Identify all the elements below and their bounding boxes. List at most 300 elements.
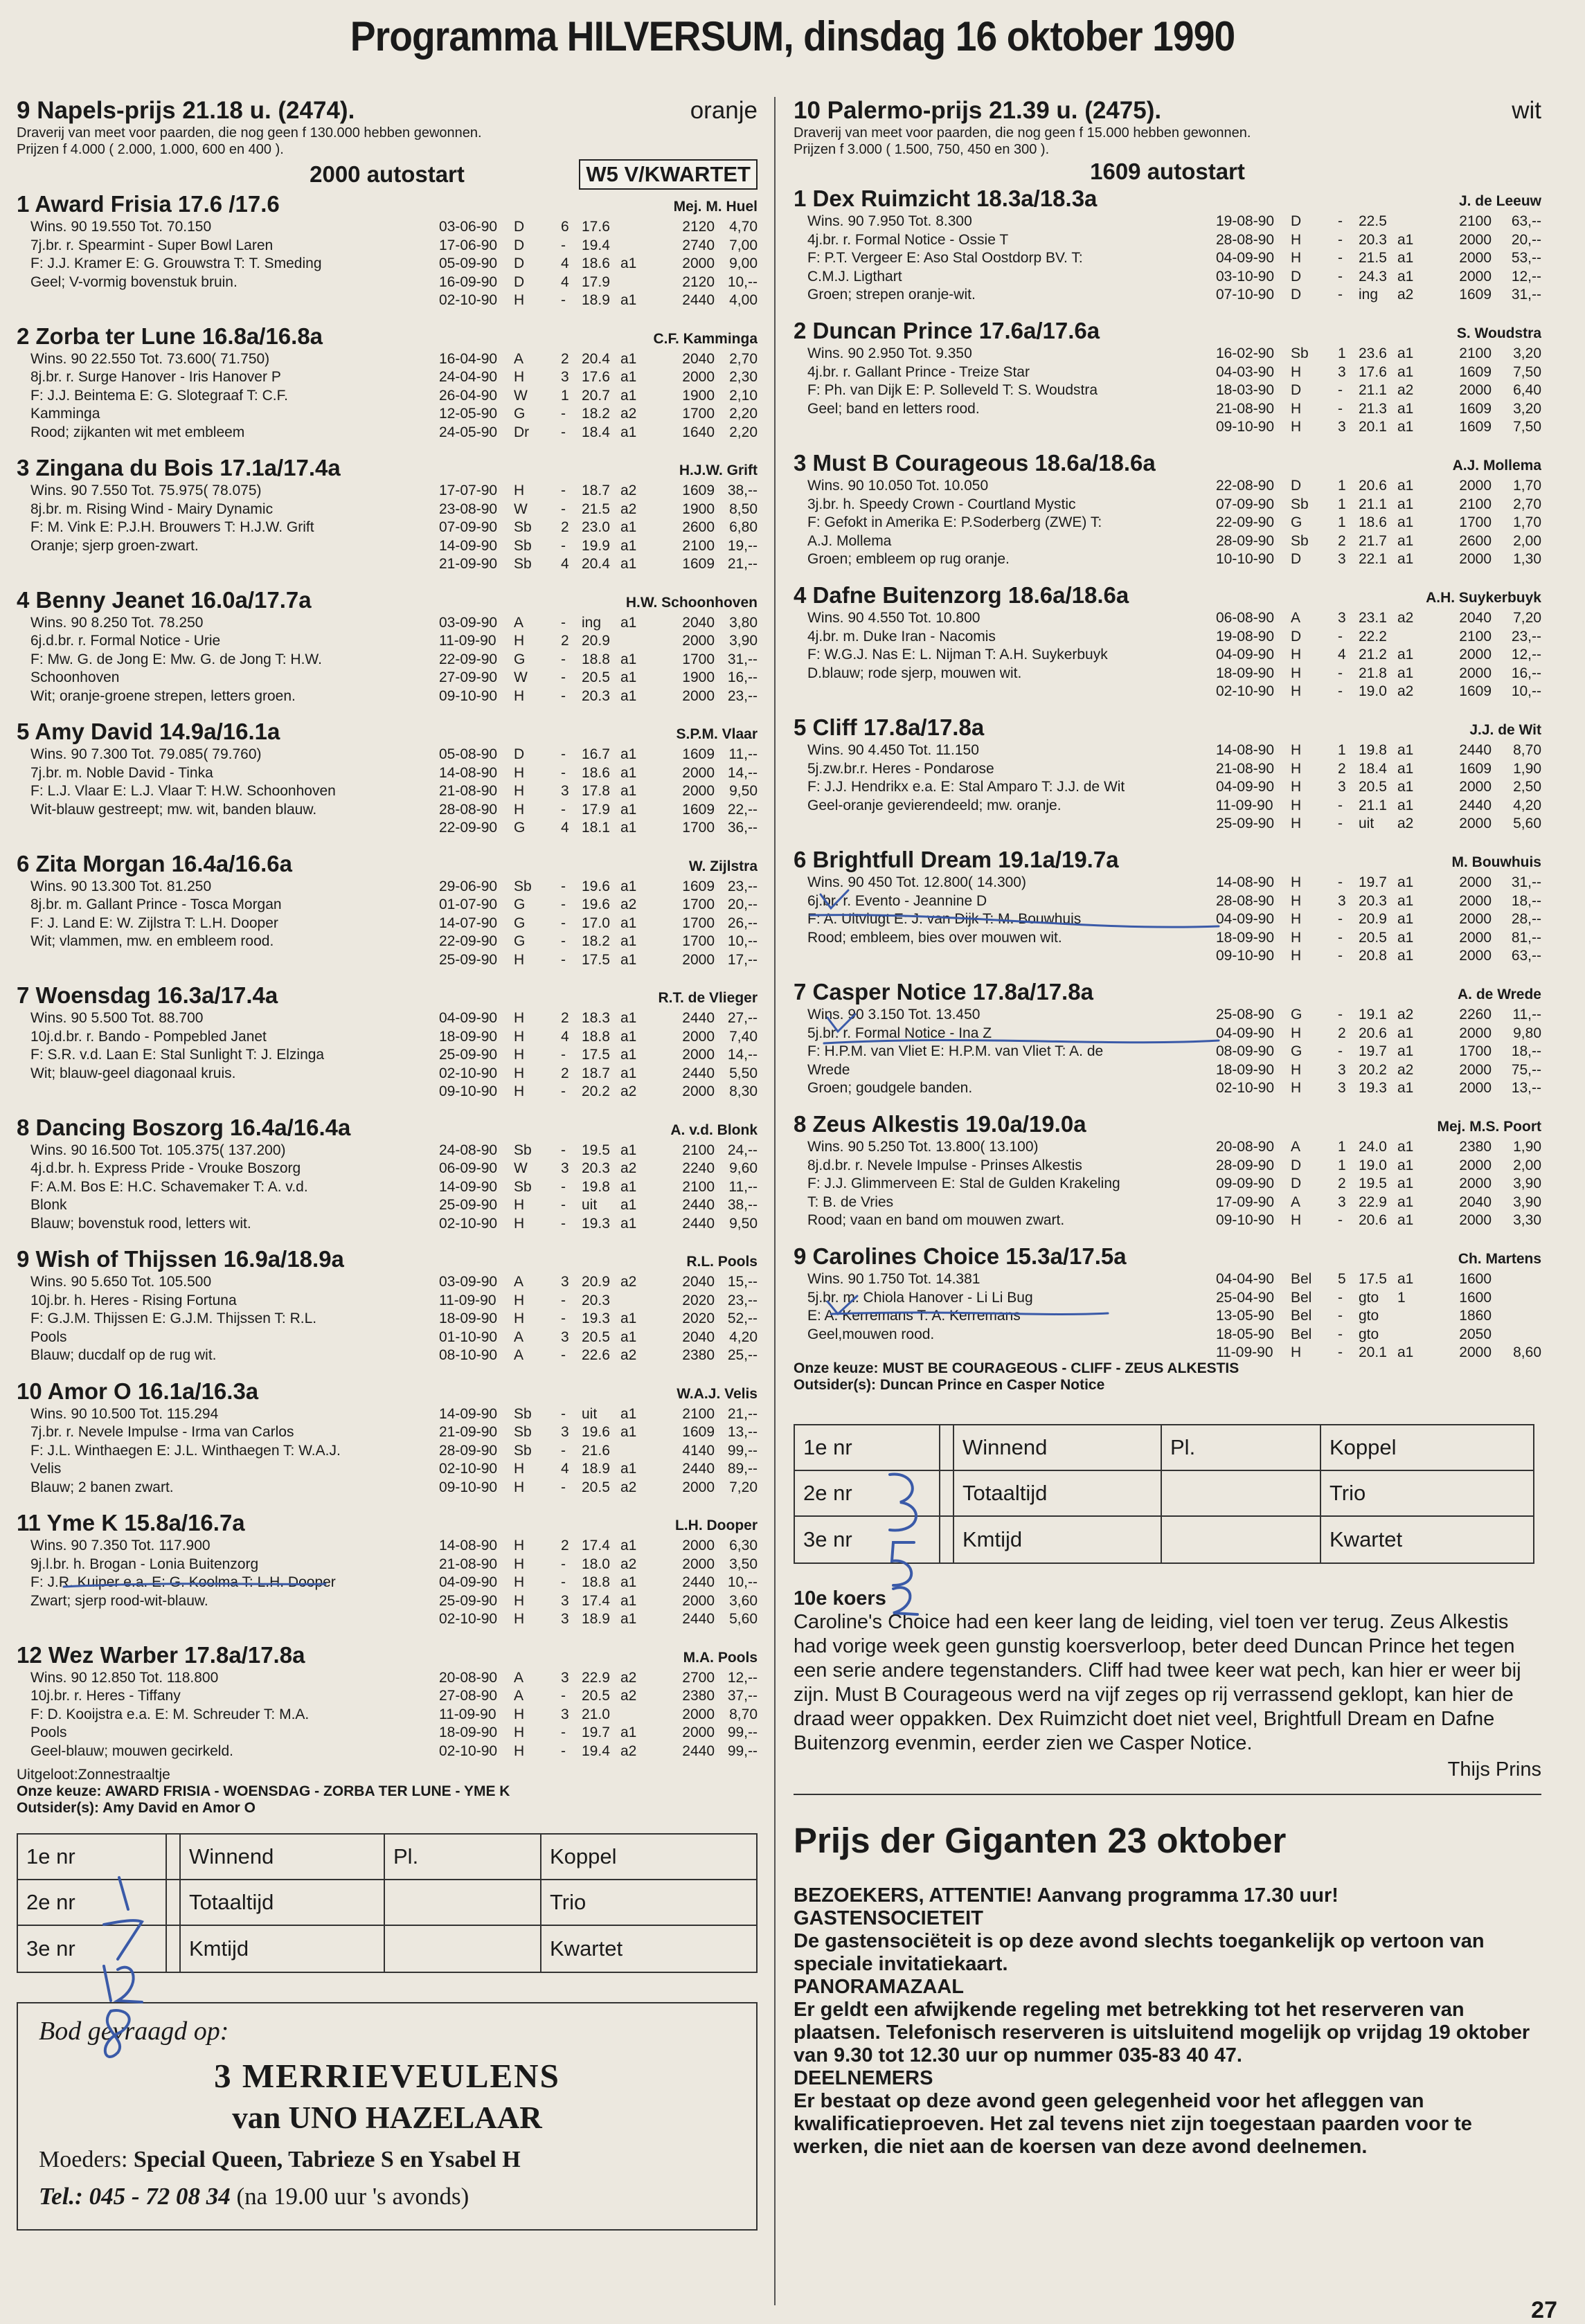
result-row (439, 1009, 758, 1028)
result-cell: 2440 (1459, 797, 1492, 813)
result-cell: D (1291, 287, 1302, 303)
bet-grid-cell: 1e nr (18, 1835, 167, 1879)
result-cell: 1,70 (1513, 478, 1541, 494)
result-cell: - (1338, 1043, 1343, 1059)
result-cell (620, 1442, 655, 1461)
horse-info-line: F: J.J. Hendrikx e.a. E: Stal Amparo T: J.J. de Wit (807, 779, 1125, 795)
result-cell (1492, 1270, 1541, 1289)
result-cell: 18.2 (582, 933, 610, 949)
notice-panoramazaal: Er geldt een afwijkende regeling met betrekking tot het reserveren van plaatsen. Telefonisch reserveren is uitsluitend mogelijk op vrijdag 19 oktober van 9.30 tot 12.30 uur op nummer 035-83 40 47. (794, 1999, 1530, 2066)
result-cell: 31,-- (727, 651, 758, 667)
result-cell: 36,-- (727, 820, 758, 836)
result-cell: H (514, 1574, 525, 1590)
horse-info-line: Kamminga (30, 406, 100, 422)
result-cell: 17.6 (582, 219, 610, 235)
result-cell: 1609 (1459, 287, 1492, 303)
result-cell: 1,30 (1513, 551, 1541, 567)
result-cell: 13,-- (727, 1424, 758, 1440)
result-cell: 18-09-90 (1216, 929, 1275, 946)
horse-details (794, 741, 1541, 834)
horse-info-line: Pools (30, 1328, 67, 1345)
result-cell: 2000 (1459, 231, 1492, 248)
result-cell: a1 (620, 1010, 637, 1026)
result-cell: H (514, 1215, 525, 1232)
result-cell: a1 (620, 1142, 637, 1158)
result-cell: H (514, 1292, 525, 1308)
bet-grid-cell: Pl. (1162, 1425, 1321, 1470)
horse-name: 1 Award Frisia 17.6 /17.6 (17, 191, 280, 217)
horse-info (17, 482, 425, 574)
result-cell: 07-10-90 (1216, 287, 1275, 303)
horse-name: 3 Must B Courageous 18.6a/18.6a (794, 450, 1156, 476)
result-cell: - (561, 1574, 566, 1590)
result-cell: 1609 (1459, 400, 1492, 417)
result-cell: 4,70 (729, 219, 758, 235)
result-cell: 24-08-90 (439, 1142, 498, 1158)
horse-driver: A. de Wrede (1458, 987, 1541, 1002)
result-row (1216, 1157, 1541, 1175)
result-cell: 2100 (1459, 496, 1492, 512)
result-cell: a1 (1397, 514, 1414, 530)
result-cell: 28-08-90 (439, 801, 498, 818)
result-cell: Bel (1291, 1308, 1312, 1324)
result-cell: D (1291, 628, 1302, 645)
horse-info-line: D.blauw; rode sjerp, mouwen wit. (807, 665, 1022, 681)
result-cell: 17.0 (582, 915, 610, 931)
result-cell: 17,-- (727, 951, 758, 968)
horse-info (794, 609, 1202, 701)
result-row (1216, 874, 1541, 892)
result-cell: a1 (620, 1592, 637, 1609)
race-9-distance-row (17, 159, 758, 190)
result-cell: 18.9 (582, 1461, 610, 1477)
result-cell: 2040 (1459, 1193, 1492, 1210)
result-row (439, 1460, 758, 1479)
result-cell: 22.9 (582, 1669, 610, 1686)
horse-name: 3 Zingana du Bois 17.1a/17.4a (17, 455, 341, 480)
result-cell: a1 (1397, 797, 1414, 813)
result-cell: 8,50 (729, 501, 758, 517)
result-cell: 07-09-90 (1216, 496, 1275, 512)
horse-name: 12 Wez Warber 17.8a/17.8a (17, 1641, 305, 1668)
result-cell: 1,70 (1513, 514, 1541, 530)
race-10-prizes: Prijzen f 3.000 ( 1.500, 750, 450 en 300 ). (794, 142, 1050, 157)
race-10-name: 10 Palermo-prijs 21.39 u. (2475). (794, 97, 1162, 124)
horse-info (794, 477, 1202, 569)
result-cell: 19.3 (1359, 1080, 1387, 1096)
result-cell: 2440 (682, 1197, 715, 1213)
result-cell: - (561, 614, 566, 631)
horse-info-line: 10j.d.br. r. Bando - Pompebled Janet (30, 1028, 267, 1045)
result-cell: 3 (1338, 892, 1346, 909)
bet-grid-row (795, 1471, 1533, 1517)
horse-header (794, 713, 1541, 741)
result-cell: 1700 (682, 651, 715, 667)
result-cell (1492, 1307, 1541, 1326)
result-cell: 25-09-90 (439, 1047, 498, 1063)
result-cell: a1 (1397, 478, 1414, 494)
result-cell: 21.1 (1359, 797, 1387, 813)
horse-name: 1 Dex Ruimzicht 18.3a/18.3a (794, 186, 1098, 211)
result-cell: 19.5 (582, 1142, 610, 1158)
horse-entry (17, 190, 758, 322)
horse-details (17, 218, 758, 310)
result-cell (620, 632, 655, 651)
result-cell: a1 (1397, 1344, 1414, 1360)
result-cell: 2 (561, 1065, 569, 1081)
result-cell: G (1291, 1043, 1302, 1059)
result-cell: 25-08-90 (1216, 1007, 1275, 1023)
horse-results (1202, 874, 1541, 966)
result-cell: uit (1359, 816, 1374, 831)
result-cell: 2380 (682, 1347, 715, 1363)
result-cell: 9,80 (1513, 1025, 1541, 1041)
horse-info-line: Wins. 90 10.050 Tot. 10.050 (807, 478, 989, 494)
notice-heading-deelnemers: DEELNEMERS (794, 2067, 933, 2089)
result-row (439, 1046, 758, 1065)
result-cell: H (1291, 363, 1302, 380)
result-cell: a1 (1397, 363, 1414, 380)
result-cell: 2000 (682, 633, 715, 649)
result-row (439, 933, 758, 951)
ad-line-2: 3 MERRIEVEULENS (214, 2057, 560, 2095)
result-row (439, 291, 758, 310)
result-cell: 20.9 (1359, 911, 1387, 927)
horse-info-line (807, 418, 1202, 437)
result-cell: 8,30 (729, 1083, 758, 1099)
result-cell: H (1291, 1025, 1302, 1041)
result-cell: - (1338, 231, 1343, 248)
result-cell: a1 (620, 1178, 637, 1195)
result-row (439, 368, 758, 387)
horse-info-line: Wins. 90 22.550 Tot. 73.600( 71.750) (30, 350, 270, 367)
result-cell: 3 (561, 1328, 569, 1345)
result-row (439, 1292, 758, 1310)
result-cell: - (1338, 1007, 1343, 1023)
result-cell: 89,-- (727, 1461, 758, 1477)
result-cell: 14-07-90 (439, 915, 498, 931)
result-cell: 2000 (1459, 779, 1492, 795)
result-cell: 19.8 (1359, 742, 1387, 758)
bet-grid-cell: Totaaltijd (181, 1880, 385, 1925)
result-cell: 12,-- (1511, 647, 1541, 663)
horse-info (794, 874, 1202, 966)
horse-results (1202, 477, 1541, 569)
result-cell: a2 (1397, 382, 1414, 398)
result-row (439, 1083, 758, 1101)
bet-grid-cell: 2e nr (795, 1471, 940, 1515)
result-cell: 23.1 (1359, 610, 1387, 626)
result-cell: 19.6 (582, 897, 610, 912)
result-cell: A (514, 1688, 524, 1704)
result-row (439, 1160, 758, 1178)
horse-info-line: F: Ph. van Dijk E: P. Solleveld T: S. Woudstra (807, 382, 1098, 398)
result-cell: a1 (620, 292, 637, 308)
horse-entry (794, 449, 1541, 581)
result-cell: 2,00 (1513, 532, 1541, 549)
result-cell: - (561, 897, 566, 912)
race-9-distance: 2000 autostart (310, 161, 465, 187)
result-cell: 19.1 (1359, 1007, 1387, 1023)
result-cell: 21.5 (582, 501, 610, 517)
result-cell: G (514, 820, 526, 836)
result-cell: 11-09-90 (1216, 1344, 1273, 1360)
result-cell: - (561, 1742, 566, 1759)
result-cell: 02-10-90 (439, 1065, 498, 1081)
horse-entry (17, 586, 758, 718)
result-cell: - (561, 801, 566, 818)
horse-results (425, 482, 758, 574)
horse-details (17, 878, 758, 970)
result-cell: 03-06-90 (439, 219, 498, 235)
result-row (1216, 778, 1541, 797)
result-cell: 09-10-90 (439, 1083, 498, 1099)
result-cell: 09-10-90 (439, 687, 498, 704)
result-cell: a2 (620, 1742, 637, 1759)
result-cell: H (514, 1538, 525, 1553)
result-cell: 12,-- (1511, 268, 1541, 285)
result-cell: 19.7 (1359, 1043, 1387, 1059)
horse-entry (17, 322, 758, 454)
horse-entry (17, 1245, 758, 1377)
result-cell: 1700 (682, 897, 715, 912)
horse-entry (17, 453, 758, 586)
result-cell: 21-09-90 (439, 1424, 498, 1440)
horse-driver: M.A. Pools (683, 1649, 758, 1666)
result-cell: H (1291, 779, 1302, 795)
result-cell: 99,-- (727, 1724, 758, 1740)
result-cell: 17.5 (582, 1047, 610, 1063)
horse-info-line (30, 819, 425, 838)
horse-info-line: F: W.G.J. Nas E: L. Nijman T: A.H. Suykerbuyk (807, 647, 1108, 663)
result-cell: a1 (1397, 1175, 1414, 1191)
result-cell: 2,70 (1513, 496, 1541, 512)
result-cell: 11,-- (1512, 1007, 1541, 1023)
horse-info-line: Schoonhoven (30, 669, 120, 685)
horse-info-line: Zwart; sjerp rood-wit-blauw. (30, 1592, 208, 1609)
result-cell: 17.5 (582, 951, 610, 968)
result-cell: H (514, 1611, 525, 1627)
page-number: 27 (1531, 2297, 1557, 2323)
result-cell: Sb (514, 519, 532, 535)
result-cell: 19.3 (582, 1310, 610, 1326)
horse-entry (794, 316, 1541, 449)
result-cell: a1 (1397, 551, 1414, 567)
horse-results (1202, 213, 1541, 305)
result-cell: 18.6 (582, 764, 610, 781)
horse-results (1202, 1006, 1541, 1098)
result-cell: - (1338, 797, 1343, 813)
result-cell: H (514, 764, 525, 781)
result-cell: 1 (1338, 345, 1346, 361)
bet-grid-cell: Kwartet (550, 1936, 623, 1961)
result-cell: - (1338, 683, 1343, 699)
result-cell: H (514, 1461, 525, 1477)
result-row (1216, 1175, 1541, 1193)
result-cell: 8,70 (1513, 742, 1541, 758)
result-row (439, 218, 758, 237)
result-cell: 22.6 (582, 1347, 610, 1363)
result-cell: 20,-- (727, 897, 758, 912)
horse-entry (794, 184, 1541, 316)
horse-driver: R.L. Pools (686, 1254, 758, 1270)
result-cell: H (1291, 929, 1302, 946)
horse-entry (794, 1110, 1541, 1242)
result-cell: 14-08-90 (1216, 874, 1275, 890)
horse-entry (794, 713, 1541, 845)
horse-info-line: F: A.M. Bos E: H.C. Schavemaker T: A. v.d. (30, 1178, 308, 1195)
result-cell: 24,-- (727, 1142, 758, 1158)
result-cell: 2040 (1459, 610, 1492, 626)
result-cell: a1 (620, 387, 637, 404)
race-9-prizes: Prijzen f 4.000 ( 2.000, 1.000, 600 en 400 ). (17, 142, 284, 157)
result-cell: 9,60 (729, 1160, 758, 1176)
horse-details (17, 482, 758, 574)
result-cell: 24.0 (1359, 1139, 1387, 1155)
result-row (439, 1556, 758, 1574)
result-row (439, 915, 758, 933)
result-row (1216, 1079, 1541, 1098)
horse-details (17, 746, 758, 838)
result-cell: 2 (1338, 1175, 1346, 1191)
result-cell: - (561, 1215, 566, 1232)
result-cell: 6,30 (729, 1538, 758, 1553)
bet-grid-cell (385, 1880, 541, 1925)
horse-info-line: 4j.d.br. h. Express Pride - Vrouke Boszorg (30, 1160, 301, 1176)
result-cell: 20.8 (1359, 948, 1387, 964)
result-cell: 21.8 (1359, 665, 1387, 681)
result-cell: a1 (1397, 1043, 1414, 1059)
result-cell: a1 (1397, 742, 1414, 758)
result-row (439, 819, 758, 838)
horse-info-line: Wins. 90 5.500 Tot. 88.700 (30, 1010, 204, 1026)
result-row (439, 555, 758, 574)
section-divider (794, 1794, 1541, 1795)
horse-info (794, 1006, 1202, 1098)
horse-entry (17, 1641, 758, 1773)
horse-driver: J.J. de Wit (1469, 722, 1541, 738)
result-cell: a1 (1397, 1139, 1414, 1155)
result-cell: 21.7 (1359, 532, 1387, 549)
race-10-color: wit (1512, 97, 1541, 124)
result-cell: 09-10-90 (1216, 419, 1275, 435)
result-cell: 21.3 (1359, 400, 1387, 417)
result-row (1216, 286, 1541, 305)
result-cell: 2100 (682, 1178, 715, 1195)
result-cell: 3 (1338, 1193, 1346, 1210)
result-cell: 2100 (682, 1405, 715, 1422)
result-cell: 4 (561, 820, 569, 836)
ad-phone: Tel.: 045 - 72 08 34 (39, 2183, 231, 2210)
result-cell: 02-10-90 (439, 1461, 498, 1477)
result-cell: 2050 (1459, 1326, 1492, 1342)
horse-info-line: Groen; goudgele banden. (807, 1080, 973, 1096)
result-row (1216, 213, 1541, 231)
result-cell: 13-05-90 (1216, 1308, 1275, 1324)
horse-info (17, 1669, 425, 1761)
horse-info (17, 614, 425, 706)
horse-info-line: Wins. 90 7.950 Tot. 8.300 (807, 213, 972, 229)
horse-name: 9 Wish of Thijssen 16.9a/18.9a (17, 1246, 344, 1272)
result-cell: - (561, 1083, 566, 1099)
result-cell: 18.9 (582, 1611, 610, 1627)
result-cell: a1 (1397, 647, 1414, 663)
result-cell: 2,00 (1513, 1157, 1541, 1173)
result-cell: 2100 (1459, 345, 1492, 361)
result-cell: a1 (620, 1047, 637, 1063)
horse-driver: C.F. Kamminga (653, 330, 758, 347)
result-cell: 3 (1338, 363, 1346, 380)
result-cell: 4,20 (1513, 797, 1541, 813)
result-cell: 17-06-90 (439, 237, 498, 253)
horse-info-line: Pools (30, 1724, 67, 1740)
result-cell: 20.7 (582, 387, 610, 404)
result-cell: 06-08-90 (1216, 610, 1275, 626)
result-cell: a2 (620, 501, 637, 517)
result-cell: 2000 (1459, 250, 1492, 266)
horse-name: 8 Zeus Alkestis 19.0a/19.0a (794, 1111, 1086, 1137)
result-cell: 1609 (682, 483, 715, 498)
horse-info-line: Blauw; ducdalf op de rug wit. (30, 1347, 217, 1363)
result-cell: 3 (1338, 551, 1346, 567)
result-cell: D (514, 219, 525, 235)
result-cell: a1 (620, 933, 637, 949)
horse-info-line: F: J. Land E: W. Zijlstra T: L.H. Dooper (30, 915, 278, 931)
result-cell: 2000 (682, 1724, 715, 1740)
horse-info-line: 5j.zw.br.r. Heres - Pondarose (807, 760, 994, 777)
result-row (1216, 496, 1541, 514)
horse-details (794, 1138, 1541, 1230)
bet-grid-cell: Koppel (1329, 1435, 1397, 1459)
result-cell: 12-05-90 (439, 406, 498, 422)
result-cell: 2000 (1459, 1061, 1492, 1078)
horse-results (425, 350, 758, 442)
result-row (439, 1592, 758, 1611)
horse-results (425, 1142, 758, 1234)
result-cell: a1 (620, 350, 637, 367)
result-cell: - (561, 1197, 566, 1213)
result-row (1216, 1193, 1541, 1212)
result-cell: 2000 (1459, 478, 1492, 494)
horse-results (425, 1273, 758, 1365)
result-cell: 1600 (1459, 1271, 1492, 1287)
horse-info-line: F: P.T. Vergeer E: Aso Stal Oostdorp BV. T: (807, 250, 1083, 266)
result-cell (1397, 213, 1432, 231)
result-cell: 2 (561, 1010, 569, 1026)
result-cell: H (1291, 948, 1302, 964)
result-cell: 02-10-90 (439, 292, 498, 308)
result-cell (1492, 1289, 1541, 1308)
result-cell: 4 (561, 1028, 569, 1045)
result-cell: 2,20 (729, 424, 758, 440)
horse-driver: Mej. M.S. Poort (1437, 1119, 1541, 1135)
horse-results (1202, 1138, 1541, 1230)
result-cell: uit (582, 1197, 598, 1213)
result-cell: D (1291, 478, 1302, 494)
result-cell: a2 (1397, 1061, 1414, 1078)
horse-info-line: Wins. 90 19.550 Tot. 70.150 (30, 219, 212, 235)
horse-results (425, 1405, 758, 1497)
horse-info-line: 8j.d.br. r. Nevele Impulse - Prinses Alkestis (807, 1157, 1082, 1173)
result-cell: 04-09-90 (439, 1010, 498, 1026)
column-divider (774, 97, 776, 2305)
result-cell: H (514, 1556, 525, 1572)
result-cell: - (1338, 268, 1343, 285)
race-10-title (794, 97, 1541, 125)
result-cell: H (1291, 911, 1302, 927)
result-cell: 08-09-90 (1216, 1043, 1275, 1059)
result-cell: 2600 (1459, 532, 1492, 549)
